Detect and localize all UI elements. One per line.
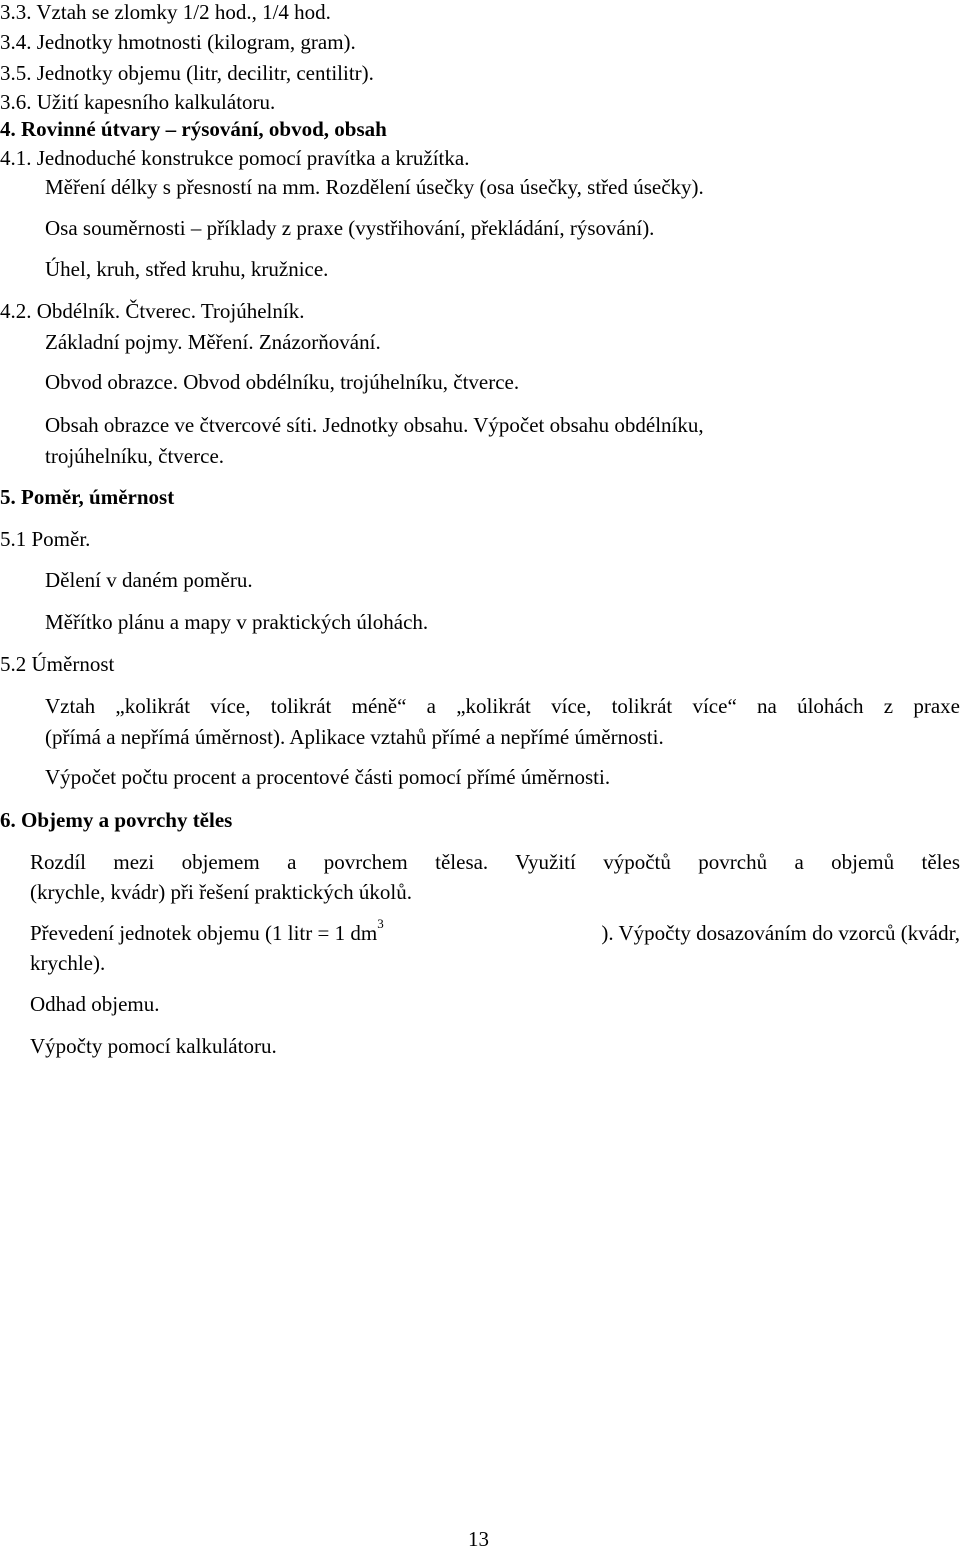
line-mereni: Měření délky s přesností na mm. Rozdělení úsečky (osa úsečky, střed úsečky). [45,175,704,199]
item-4-2: 4.2. Obdélník. Čtverec. Trojúhelník. [0,299,305,323]
item-3-5: 3.5. Jednotky objemu (litr, decilitr, centilitr). [0,61,374,85]
line-kalkulator: Výpočty pomocí kalkulátoru. [30,1034,277,1058]
page-number: 13 [468,1527,489,1551]
heading-6: 6. Objemy a povrchy těles [0,808,233,832]
line-obsah-2: trojúhelníku, čtverce. [45,444,225,468]
heading-4: 4. Rovinné útvary – rýsování, obvod, obsah [0,117,387,141]
line-rozdil-1: Rozdíl mezi objemem a povrchem tělesa. Využití výpočtů povrchů a objemů těles [30,850,960,874]
line-prevedeni-2: krychle). [30,951,106,975]
line-uhel: Úhel, kruh, střed kruhu, kružnice. [45,257,329,281]
item-5-2: 5.2 Úměrnost [0,652,115,676]
line-meritko: Měřítko plánu a mapy v praktických úlohách. [45,610,429,634]
item-5-1: 5.1 Poměr. [0,527,91,551]
line-vypocet: Výpočet počtu procent a procentové části pomocí přímé úměrnosti. [45,765,611,789]
item-3-4: 3.4. Jednotky hmotnosti (kilogram, gram). [0,30,356,54]
item-3-3: 3.3. Vztah se zlomky 1/2 hod., 1/4 hod. [0,0,331,24]
item-3-6: 3.6. Užití kapesního kalkulátoru. [0,90,276,114]
heading-5: 5. Poměr, úměrnost [0,485,175,509]
line-vztah-2: (přímá a nepřímá úměrnost). Aplikace vztahů přímé a nepřímé úměrnosti. [45,725,664,749]
prevedeni-part-a: Převedení jednotek objemu (1 litr = 1 $dm^3$ [30,916,384,945]
superscript-3: 3 [377,916,384,931]
line-rozdil-2: (krychle, kvádr) při řešení praktických úkolů. [30,880,412,904]
line-odhad: Odhad objemu. [30,992,160,1016]
line-obsah-1: Obsah obrazce ve čtvercové síti. Jednotky obsahu. Výpočet obsahu obdélníku, [45,413,704,437]
line-deleni: Dělení v daném poměru. [45,568,253,592]
line-osa: Osa souměrnosti – příklady z praxe (vystřihování, překládání, rýsování). [45,216,655,240]
line-obvod: Obvod obrazce. Obvod obdélníku, trojúhelníku, čtverce. [45,370,520,394]
item-4-1: 4.1. Jednoduché konstrukce pomocí pravítka a kružítka. [0,146,470,170]
line-vztah-1: Vztah „kolikrát více, tolikrát méně“ a „kolikrát více, tolikrát více“ na úlohách z praxe [45,694,960,718]
prevedeni-part-b: ). Výpočty dosazováním do vzorců (kvádr, [601,921,960,945]
line-zakladni: Základní pojmy. Měření. Znázorňování. [45,330,381,354]
line-prevedeni-1 [30,916,960,945]
